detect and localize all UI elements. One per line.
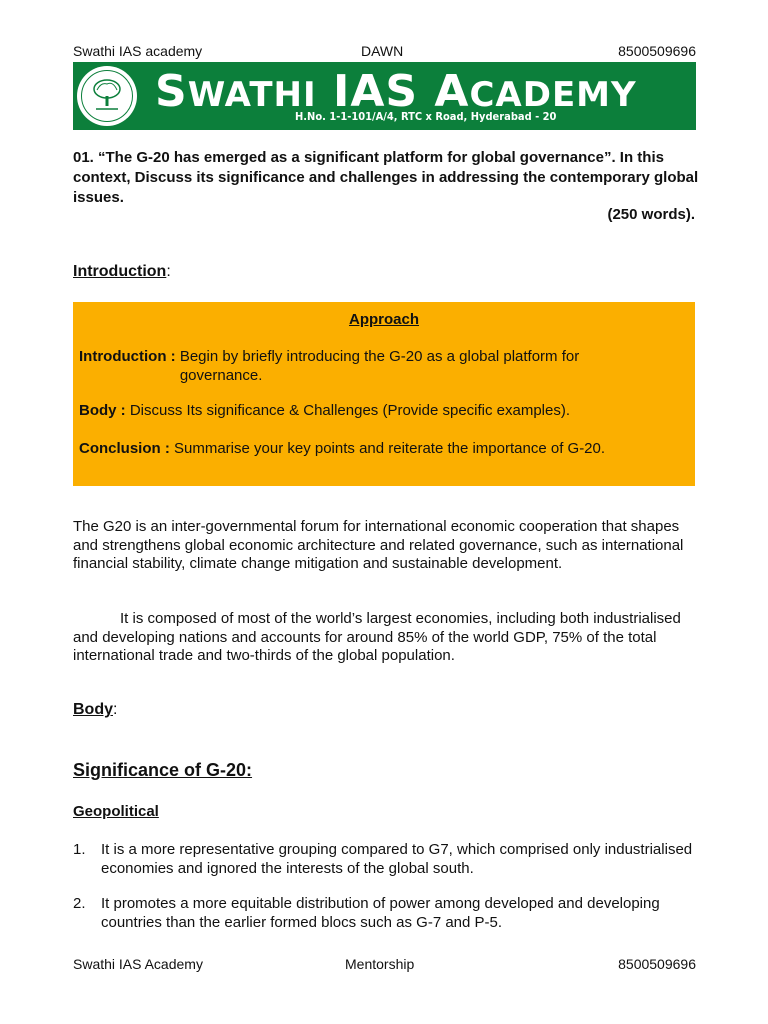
footer-left: Swathi IAS Academy [73, 956, 203, 972]
approach-conclusion: Conclusion : Summarise your key points and reiterate the importance of G-20. [79, 440, 606, 457]
academy-address: H.No. 1-1-101/A/4, RTC x Road, Hyderabad - 20 [295, 110, 557, 123]
header-center: DAWN [361, 43, 404, 59]
list-text: It is a more representative grouping compared to G7, which comprised only industrialised economies and ignored the interests of the global south. [101, 841, 693, 877]
approach-body: Body : Discuss Its significance & Challenges (Provide specific examples). [79, 402, 571, 419]
significance-heading: Significance of G-20: [73, 760, 253, 780]
approach-introduction: Introduction : Begin by briefly introducing the G-20 as a global platform for governance. [79, 348, 580, 384]
header-left: Swathi IAS academy [73, 43, 203, 59]
academy-seal-icon [77, 66, 137, 126]
question-text: 01. “The G-20 has emerged as a significant platform for global governance”. In this context, Discuss its significance and challenges in addressing the contemporary global issues. [73, 149, 699, 206]
footer-right: 8500509696 [618, 956, 696, 972]
academy-name: SWATHI IAS ACADEMY [155, 66, 637, 117]
intro-paragraph-2: It is composed of most of the world’s largest economies, including both industrialised and developing nations and accounts for around 85% of the world GDP, 75% of the total international trade and two-thirds of the global population. [73, 610, 681, 664]
word-limit: (250 words). [607, 206, 695, 223]
page-header [73, 43, 696, 61]
geopolitical-heading: Geopolitical [73, 803, 159, 820]
academy-banner [73, 62, 696, 130]
header-right: 8500509696 [618, 43, 696, 59]
introduction-heading: Introduction: [73, 263, 171, 280]
list-number: 1. [73, 841, 86, 858]
body-heading: Body: [73, 701, 118, 718]
footer-center: Mentorship [345, 956, 415, 972]
approach-title: Approach [348, 311, 419, 328]
approach-box [73, 302, 695, 486]
page-footer [73, 956, 696, 974]
intro-paragraph-1: The G20 is an inter-governmental forum for international economic cooperation that shapes and strengthens global economic architecture and related governance, such as international financial stability, climate change mitigation and sustainable development. [73, 518, 684, 572]
list-text: It promotes a more equitable distribution of power among developed and developing countries than the earlier formed blocs such as G-7 and P-5. [101, 895, 660, 931]
list-number: 2. [73, 895, 86, 912]
